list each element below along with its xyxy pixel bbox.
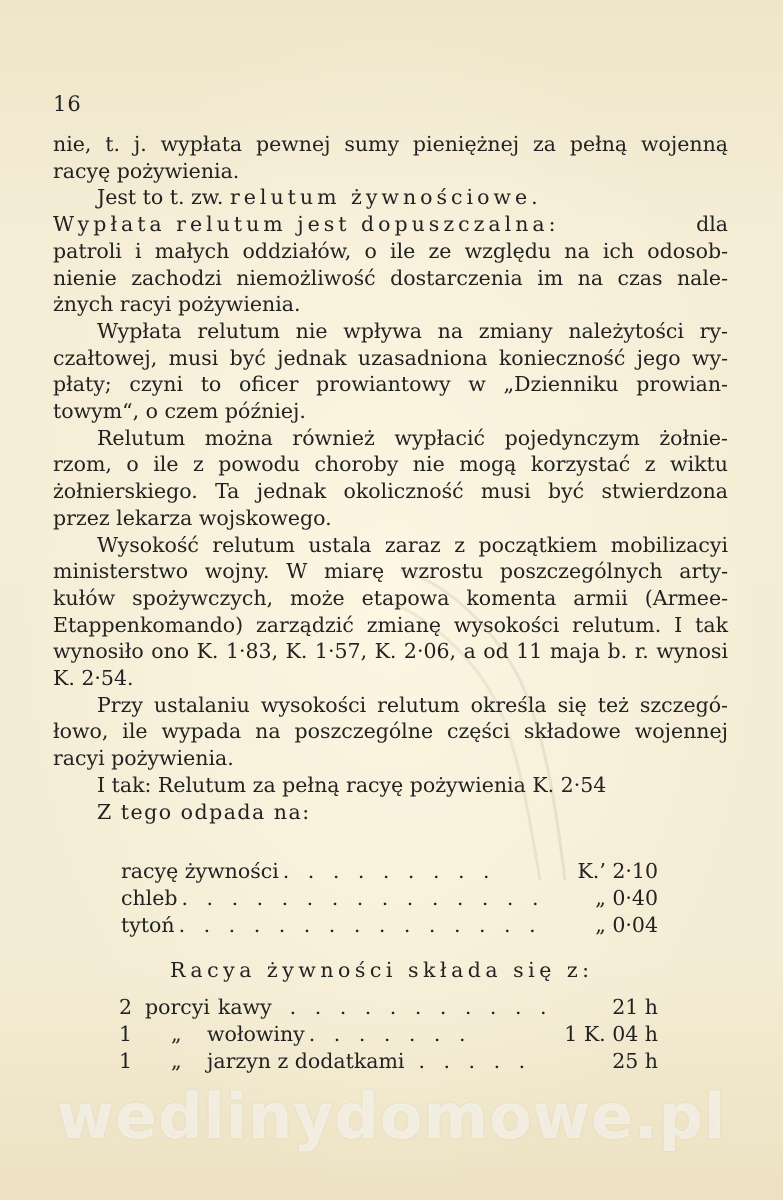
ration-label: wołowiny [207, 1022, 305, 1046]
text-line: wynosiło ono K. 1·83, K. 1·57, K. 2·06, a od 11 maja b. r. wynosi [53, 639, 728, 664]
ration-ditto: „ [171, 1049, 182, 1073]
text-line: rzom, o ile z powodu choroby nie mogą korzystać z wiktu [53, 452, 728, 477]
text-line: Z tego odpada na: [97, 799, 311, 824]
breakdown-label: chleb [121, 886, 178, 910]
ration-qty: 2 [119, 995, 133, 1019]
text-line: łowo, ile wypada na poszczególne części składowe wojennej [53, 719, 728, 744]
text-line: przez lekarza wojskowego. [53, 505, 332, 530]
text-line: żnych racyi pożywienia. [53, 292, 301, 317]
breakdown-label: racyę żywności [121, 859, 279, 883]
text-line: patroli i małych oddziałów, o ile ze względu na ich odosob- [53, 238, 728, 263]
dot-leader: . . . . . . . . . . . . . . . [181, 886, 545, 910]
ration-value: 1 K. 04 h [564, 1022, 658, 1046]
text-line: nie, t. j. wypłata pewnej sumy pieniężnej za pełną wojenną [53, 132, 728, 156]
ration-ditto: porcyi [145, 995, 210, 1019]
ration-row [119, 1048, 658, 1075]
text-fragment: dla [696, 212, 728, 237]
watermark: wedlinydomowe.pl [56, 1080, 727, 1153]
breakdown-label: tytoń [121, 913, 175, 937]
text-line: ministerstwo wojny. W miarę wzrostu poszczególnych arty- [53, 559, 728, 584]
page-number: 16 [53, 92, 82, 116]
body-text [53, 131, 728, 825]
text-fragment: Jest to t. zw. [97, 185, 230, 210]
dot-leader: . . . . . . . [308, 1022, 472, 1046]
text-line [53, 211, 728, 238]
text-line: nienie zachodzi niemożliwość dostarczenia im na czas nale- [53, 265, 728, 290]
text-line: K. 2·54. [53, 666, 134, 691]
text-line: Przy ustalaniu wysokości relutum określa się też szczegó- [97, 692, 728, 717]
text-line: Etappenkomando) zarządzić zmianę wysokości relutum. I tak [53, 612, 728, 637]
text-line: płaty; czyni to oficer prowiantowy w „Dzienniku prowian- [53, 372, 728, 397]
ration-value: 25 h [612, 1049, 658, 1073]
ration-label: jarzyn z dodatkami [207, 1049, 405, 1073]
text-line: kułów spożywczych, może etapowa komenta armii (Armee- [53, 585, 728, 610]
breakdown-row [121, 912, 658, 939]
ration-row [119, 1021, 658, 1048]
ration-label: kawy [217, 995, 272, 1019]
text-line: racyi pożywienia. [53, 746, 234, 771]
spaced-term: Wypłata relutum jest dopuszczalna: [53, 212, 560, 237]
dot-leader: . . . . . . . . . . . [289, 995, 553, 1019]
spaced-term: relutum żywnościowe. [229, 185, 542, 210]
text-line: Wysokość relutum ustala zaraz z początkiem mobilizacyi [97, 532, 728, 557]
section-heading: Racya żywności składa się z: [170, 958, 594, 982]
ration-qty: 1 [119, 1022, 133, 1046]
breakdown-value: K.’ 2·10 [577, 859, 658, 883]
text-line: racyę pożywienia. [53, 158, 240, 183]
dot-leader: . . . . . . . . . . . . . . . [178, 913, 542, 937]
text-line: Relutum można również wypłacić pojedynczym żołnie- [97, 425, 728, 450]
breakdown-row [121, 858, 658, 885]
text-line: towym“, o czem później. [53, 399, 306, 424]
dot-leader: . . . . . [418, 1049, 532, 1073]
breakdown-value: „ 0·40 [595, 886, 658, 910]
ration-row [119, 994, 658, 1021]
text-line: Wypłata relutum nie wpływa na zmiany należytości ry- [97, 318, 728, 343]
ration-value: 21 h [612, 995, 658, 1019]
text-line: żołnierskiego. Ta jednak okoliczność musi być stwierdzona [53, 479, 728, 504]
breakdown-row [121, 885, 658, 912]
text-line: I tak: Relutum za pełną racyę pożywienia K. 2·54 [97, 772, 607, 797]
ration-ditto: „ [171, 1022, 182, 1046]
text-line [53, 184, 728, 211]
ration-qty: 1 [119, 1049, 133, 1073]
dot-leader: . . . . . . . . . [282, 859, 496, 883]
breakdown-value: „ 0·04 [595, 913, 658, 937]
text-line: czałtowej, musi być jednak uzasadniona konieczność jego wy- [53, 345, 728, 370]
